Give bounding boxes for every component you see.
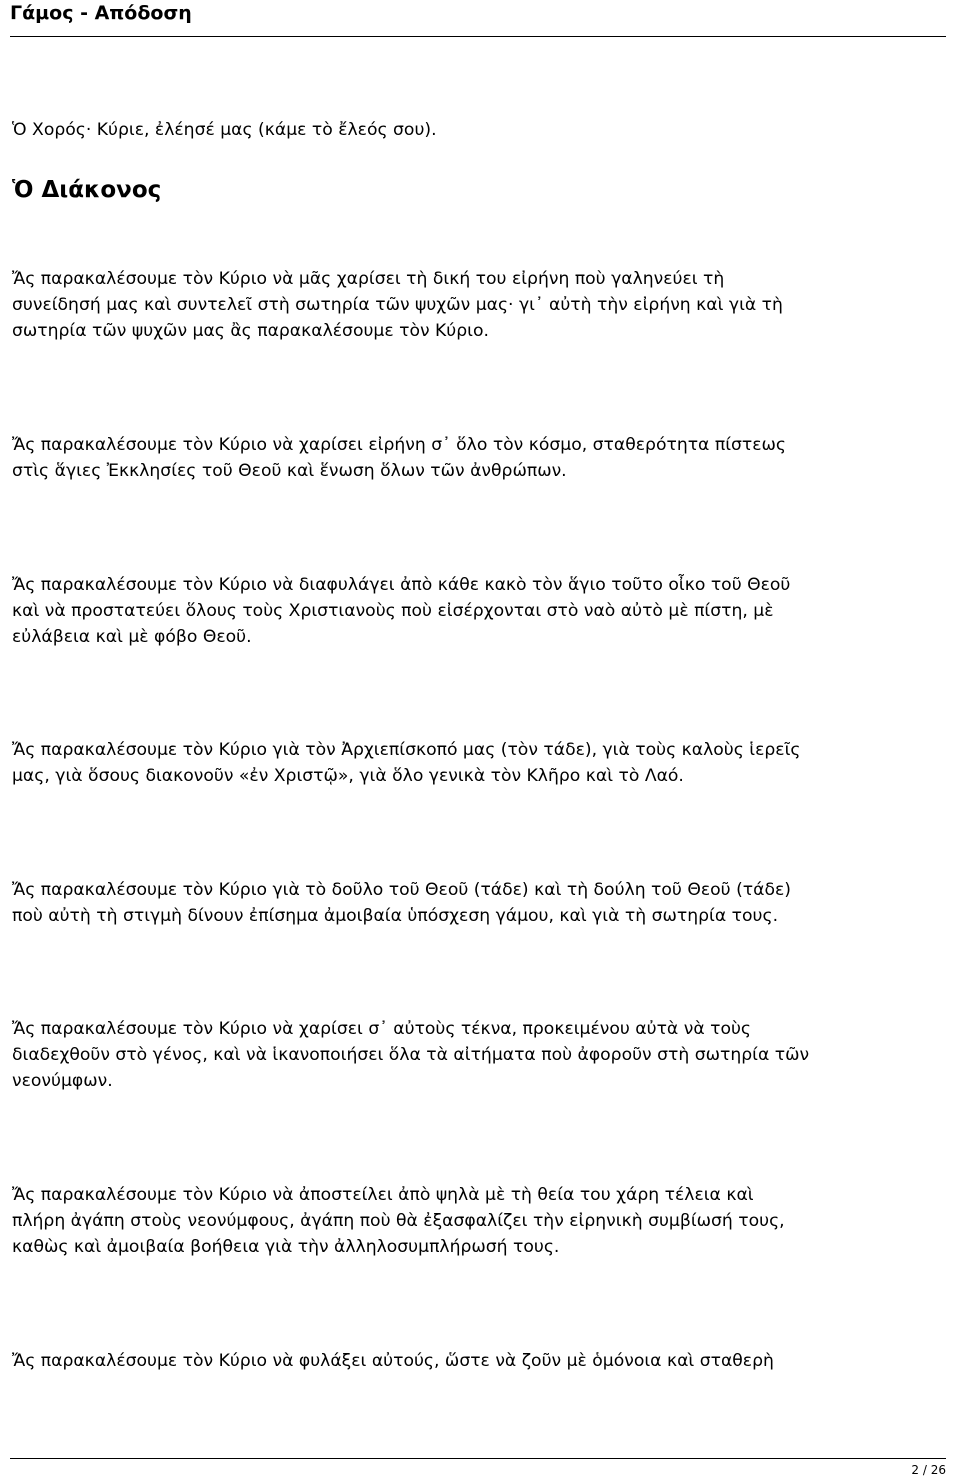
page-header <box>10 0 946 38</box>
petition-paragraph: Ἄς παρακαλέσουμε τὸν Κύριο νὰ μᾶς χαρίσει τὴ δική του εἰρήνη ποὺ γαληνεύει τὴ συνείδησή μας καὶ συντελεῖ στὴ σωτηρία τῶν ψυχῶν μας· γι᾿ αὐτὴ τὴν εἰρήνη καὶ γιὰ τὴ σωτηρία τῶν ψυχῶν μας ἂς παρακαλέσουμε τὸν Κύριο. <box>12 269 783 341</box>
header-divider <box>10 36 946 37</box>
petition-paragraph: Ἄς παρακαλέσουμε τὸν Κύριο νὰ διαφυλάγει ἀπὸ κάθε κακὸ τὸν ἅγιο τοῦτο οἶκο τοῦ Θεοῦ καὶ νὰ προστατεύει ὅλους τοὺς Χριστιανοὺς ποὺ εἰσέρχονται στὸ ναὸ αὐτὸ μὲ πίστη, μὲ εὐλάβεια καὶ μὲ φόβο Θεοῦ. <box>12 575 791 647</box>
petition-paragraph: Ἄς παρακαλέσουμε τὸν Κύριο νὰ ἀποστείλει ἀπὸ ψηλὰ μὲ τὴ θεία του χάρη τέλεια καὶ πλήρη ἀγάπη στοὺς νεονύμφους, ἀγάπη ποὺ θὰ ἐξασφαλίζει τὴν εἰρηνικὴ συμβίωσή τους, καθὼς καὶ ἀμοιβαία βοήθεια γιὰ τὴν ἀλληλοσυμπλήρωσή τους. <box>12 1185 785 1257</box>
choir-response: Ὁ Χορός· Κύριε, ἐλέησέ μας (κάμε τὸ ἔλεός σου). <box>12 120 437 140</box>
petition-paragraph: Ἄς παρακαλέσουμε τὸν Κύριο νὰ φυλάξει αὐτούς, ὥστε νὰ ζοῦν μὲ ὁμόνοια καὶ σταθερὴ <box>12 1351 774 1371</box>
page-number: 2 / 26 <box>911 1463 946 1477</box>
page-footer <box>0 1458 960 1479</box>
document-title: Γάμος - Απόδοση <box>10 2 192 24</box>
petition-paragraph: Ἄς παρακαλέσουμε τὸν Κύριο γιὰ τὸν Ἀρχιεπίσκοπό μας (τὸν τάδε), γιὰ τοὺς καλοὺς ἱερεῖς μας, γιὰ ὅσους διακονοῦν «ἐν Χριστῷ», γιὰ ὅλο γενικὰ τὸν Κλῆρο καὶ τὸ Λαό. <box>12 740 801 786</box>
petition-paragraph: Ἄς παρακαλέσουμε τὸν Κύριο νὰ χαρίσει εἰρήνη σ᾿ ὅλο τὸν κόσμο, σταθερότητα πίστεως στὶς ἅγιες Ἐκκλησίες τοῦ Θεοῦ καὶ ἕνωση ὅλων τῶν ἀνθρώπων. <box>12 435 787 481</box>
footer-divider <box>10 1458 946 1459</box>
petition-paragraph: Ἄς παρακαλέσουμε τὸν Κύριο νὰ χαρίσει σ᾿ αὐτοὺς τέκνα, προκειμένου αὐτὰ νὰ τοὺς διαδεχθοῦν στὸ γένος, καὶ νὰ ἱκανοποιήσει ὅλα τὰ αἰτήματα ποὺ ἀφοροῦν στὴ σωτηρία τῶν νεονύμφων. <box>12 1019 810 1091</box>
petition-paragraph: Ἄς παρακαλέσουμε τὸν Κύριο γιὰ τὸ δοῦλο τοῦ Θεοῦ (τάδε) καὶ τὴ δούλη τοῦ Θεοῦ (τάδε) ποὺ αὐτὴ τὴ στιγμὴ δίνουν ἐπίσημα ἀμοιβαία ὑπόσχεση γάμου, καὶ γιὰ τὴ σωτηρία τους. <box>12 880 791 926</box>
section-heading-deacon: Ὁ Διάκονος <box>12 177 162 203</box>
